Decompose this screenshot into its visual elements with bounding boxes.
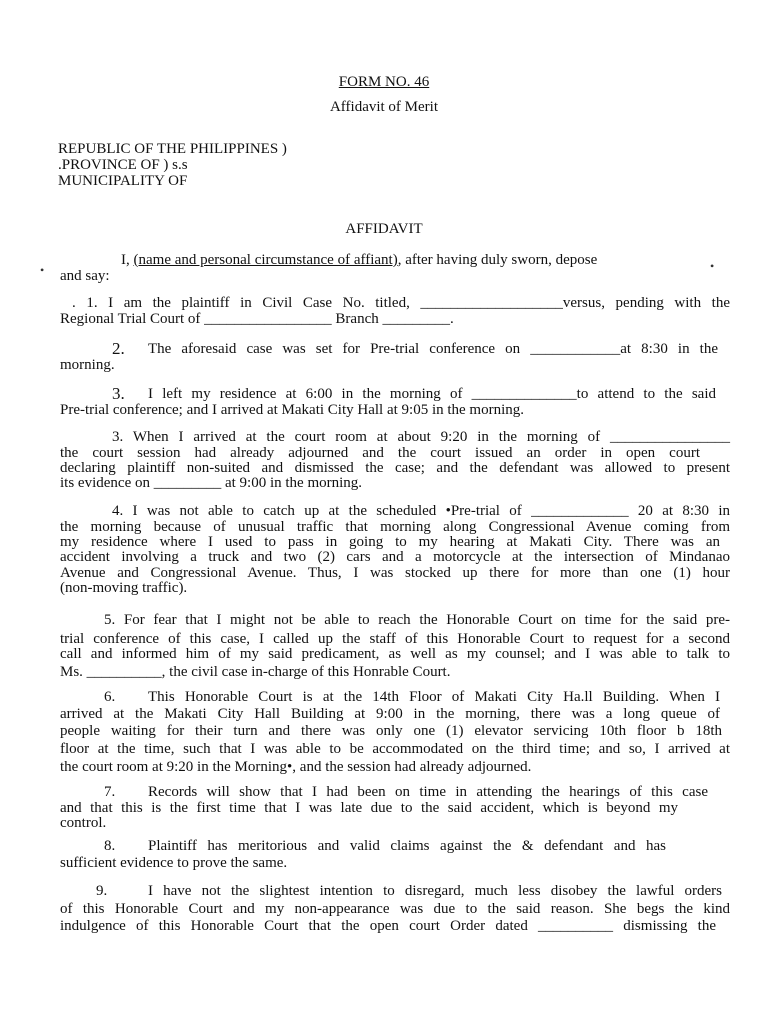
- paragraph-number: 7.: [104, 784, 116, 800]
- venue-line-municipality: MUNICIPALITY OF: [58, 173, 188, 189]
- paragraph-number: 6.: [104, 689, 116, 705]
- stray-mark: •: [40, 263, 45, 277]
- intro-line-1: I, (name and personal circumstance of affiant), after having duly sworn, depose: [121, 252, 598, 268]
- form-number: FORM NO. 46: [338, 74, 430, 90]
- intro-line-2: and say:: [60, 268, 110, 284]
- paragraph-number: 9.: [96, 883, 108, 899]
- venue-line-province: .PROVINCE OF ) s.s: [58, 157, 188, 173]
- document-title: AFFIDAVIT: [345, 221, 423, 237]
- paragraph-number: 8.: [104, 838, 116, 854]
- form-subtitle: Affidavit of Merit: [329, 99, 439, 115]
- affiant-placeholder: (name and personal circumstance of affiant): [133, 252, 398, 268]
- paragraph-number: 3.: [112, 384, 125, 403]
- paragraph-number: 2.: [112, 339, 125, 358]
- venue-line-republic: REPUBLIC OF THE PHILIPPINES ): [58, 141, 287, 157]
- stray-mark: •: [710, 259, 715, 273]
